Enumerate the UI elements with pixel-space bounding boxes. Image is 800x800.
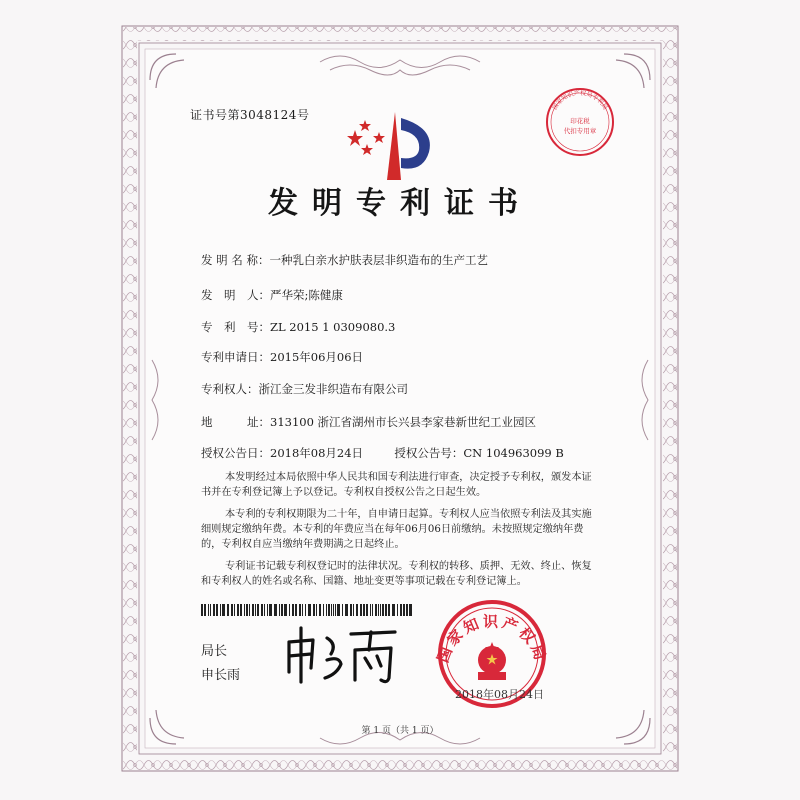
address-value: 313100 浙江省湖州市长兴县李家巷新世纪工业园区 — [270, 415, 537, 429]
grant-number-label: 授权公告号： — [394, 446, 464, 460]
barcode-bar — [316, 604, 317, 616]
svg-text:国家知识产权局: 国家知识产权局 — [433, 612, 551, 666]
barcode-bar — [222, 604, 225, 616]
director-name: 申长雨 — [201, 668, 241, 683]
barcode-bar — [302, 604, 303, 616]
barcode-bar — [370, 604, 371, 616]
barcode-bar — [382, 604, 384, 616]
barcode-bar — [213, 604, 215, 616]
barcode-bar — [269, 604, 272, 616]
barcode-bar — [380, 604, 381, 616]
barcode-bar — [319, 604, 321, 616]
barcode-bar — [231, 604, 233, 616]
barcode-bar — [397, 604, 398, 616]
barcode-bar — [227, 604, 229, 616]
barcode-bar — [313, 604, 315, 616]
barcode-bar — [345, 604, 348, 616]
barcode-bar — [289, 604, 290, 616]
barcode-bar — [308, 604, 311, 616]
body-paragraph: 专利证书记载专利权登记时的法律状况。专利权的转移、质押、无效、终止、恢复和专利权人的姓名或名称、国籍、地址变更等事项记载在专利登记簿上。 — [201, 561, 592, 587]
barcode-bar — [295, 604, 297, 616]
certificate-body — [201, 470, 601, 589]
document-title: 发明专利证书 — [268, 186, 532, 221]
barcode-bar — [378, 604, 379, 616]
barcode-bar — [356, 604, 358, 616]
barcode-bar — [375, 604, 377, 616]
barcode-bar — [299, 604, 301, 616]
barcode-bar — [388, 604, 390, 616]
patentee-row — [201, 381, 408, 397]
barcode-bar — [244, 604, 245, 616]
body-paragraph: 本专利的专利权期限为二十年，自申请日起算。专利权人应当依照专利法及其实施细则规定缴纳年费。本专利的年费应当在每年06月06日前缴纳。未按照规定缴纳年费的，专利权自应当缴纳年费期满之日起终止。 — [201, 509, 592, 550]
barcode-bar — [234, 604, 235, 616]
official-stamp-top — [525, 78, 635, 158]
barcode-bar — [409, 604, 412, 616]
barcode-bar — [366, 604, 368, 616]
barcode-bar — [331, 604, 332, 616]
barcode-bar — [292, 604, 294, 616]
barcode-bar — [335, 604, 336, 616]
patent-number-label: 专 利 号： — [201, 320, 270, 334]
page-footer: 第 1 页（共 1 页） — [361, 726, 439, 736]
barcode-bar — [305, 604, 306, 616]
barcode-bar — [252, 604, 254, 616]
patent-number-value: ZL 2015 1 0309080.3 — [270, 320, 396, 334]
barcode-bar — [246, 604, 248, 616]
barcode-bar — [400, 604, 402, 616]
barcode-bar — [342, 604, 343, 616]
filing-date-label: 专利申请日： — [201, 350, 270, 364]
patent-number-row — [201, 319, 395, 335]
barcode-bar — [274, 604, 277, 616]
barcode-bar — [208, 604, 209, 616]
patentee-value: 浙江金三发非织造布有限公司 — [258, 382, 408, 396]
barcode-bar — [255, 604, 256, 616]
barcode-bar — [328, 604, 330, 616]
svg-text:代扣专用章: 代扣专用章 — [563, 127, 597, 135]
inventor-value: 严华荣;陈健康 — [270, 288, 343, 302]
barcode-bar — [257, 604, 259, 616]
invention-name-label: 发 明 名 称： — [201, 253, 270, 267]
barcode-bar — [261, 604, 263, 616]
filing-date-row — [201, 349, 363, 365]
barcode-bar — [372, 604, 373, 616]
seal-date: 2018年08月24日 — [455, 688, 544, 701]
grant-row — [201, 445, 564, 461]
grant-number-value: CN 104963099 B — [463, 446, 564, 460]
svg-text:印花税: 印花税 — [570, 117, 590, 125]
barcode-bar — [210, 604, 211, 616]
body-paragraph: 本发明经过本局依照中华人民共和国专利法进行审查，决定授予专利权，颁发本证书并在专利登记簿上予以登记。专利权自授权公告之日起生效。 — [201, 472, 592, 498]
grant-date-label: 授权公告日： — [201, 446, 270, 460]
barcode-bar — [326, 604, 327, 616]
address-label: 地 址： — [201, 415, 270, 429]
address-row — [201, 414, 536, 430]
invention-name-value: 一种乳白亲水护肤表层非织造布的生产工艺 — [269, 253, 488, 267]
barcode-icon — [201, 604, 416, 616]
barcode-bar — [264, 604, 265, 616]
barcode-bar — [240, 604, 242, 616]
barcode-bar — [360, 604, 362, 616]
certificate-number: 证书号第3048124号 — [190, 108, 310, 122]
barcode-bar — [363, 604, 365, 616]
director-signature — [283, 620, 403, 690]
sipo-logo-icon — [345, 108, 440, 183]
barcode-bar — [201, 604, 203, 616]
barcode-bar — [216, 604, 218, 616]
barcode-bar — [323, 604, 324, 616]
patentee-label: 专利权人： — [201, 382, 259, 396]
barcode-bar — [220, 604, 221, 616]
barcode-bar — [281, 604, 283, 616]
barcode-bar — [249, 604, 250, 616]
barcode-bar — [337, 604, 340, 616]
grant-date-value: 2018年08月24日 — [270, 446, 364, 460]
barcode-bar — [279, 604, 280, 616]
barcode-bar — [385, 604, 387, 616]
barcode-bar — [333, 604, 334, 616]
invention-name-row — [201, 252, 488, 268]
barcode-bar — [350, 604, 352, 616]
svg-text:国家知识产权局专利局: 国家知识产权局专利局 — [551, 89, 609, 112]
barcode-bar — [353, 604, 354, 616]
barcode-bar — [392, 604, 395, 616]
filing-date-value: 2015年06月06日 — [270, 350, 364, 364]
barcode-bar — [403, 604, 405, 616]
barcode-bar — [237, 604, 239, 616]
barcode-bar — [406, 604, 408, 616]
director-title: 局长 — [201, 644, 228, 659]
barcode-bar — [204, 604, 206, 616]
inventor-row — [201, 287, 343, 303]
barcode-bar — [284, 604, 287, 616]
barcode-bar — [267, 604, 268, 616]
inventor-label: 发 明 人： — [201, 288, 270, 302]
